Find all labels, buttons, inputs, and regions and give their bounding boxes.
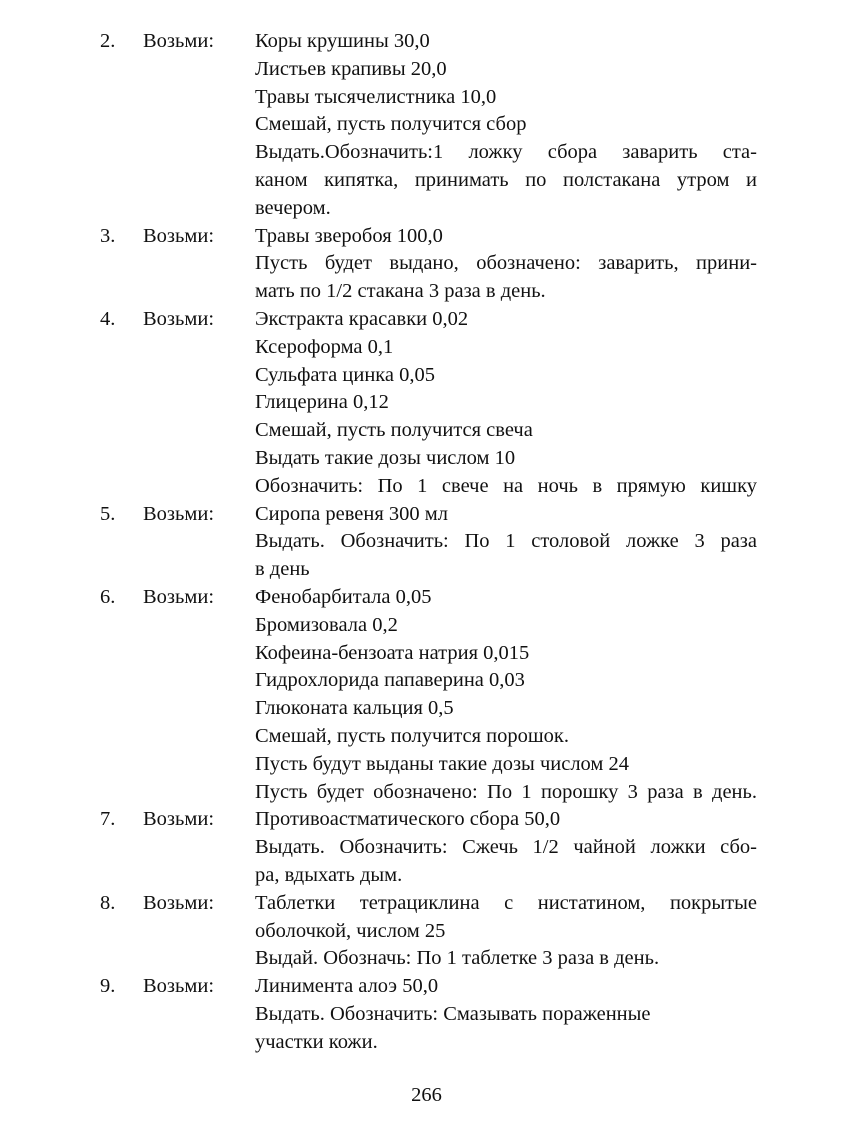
entry-text: в день bbox=[255, 558, 310, 581]
entry-keyword: Возьми: bbox=[143, 808, 215, 831]
prescription-line bbox=[0, 695, 853, 723]
prescription-line bbox=[0, 223, 853, 251]
entry-text: ра, вдыхать дым. bbox=[255, 863, 403, 886]
prescription-line bbox=[0, 723, 853, 751]
entry-text: Линимента алоэ 50,0 bbox=[255, 975, 439, 998]
entry-text: Пусть будет обозначено: По 1 порошку 3 раза в день. bbox=[255, 780, 757, 803]
entry-text: Глицерина 0,12 bbox=[255, 391, 389, 414]
entry-text: Таблетки тетрациклина с нистатином, покрытые bbox=[255, 891, 757, 914]
entry-keyword: Возьми: bbox=[143, 224, 215, 247]
entry-number: 9. bbox=[100, 975, 116, 998]
prescription-line bbox=[0, 195, 853, 223]
entry-text: Смешай, пусть получится свеча bbox=[255, 419, 533, 442]
prescription-line bbox=[0, 28, 853, 56]
entry-text: Сульфата цинка 0,05 bbox=[255, 363, 436, 386]
prescription-entry bbox=[0, 973, 853, 1056]
prescription-entry bbox=[0, 306, 853, 501]
entry-text: Кофеина-бензоата натрия 0,015 bbox=[255, 641, 530, 664]
prescription-line bbox=[0, 556, 853, 584]
entry-text: участки кожи. bbox=[255, 1030, 378, 1053]
prescription-line bbox=[0, 612, 853, 640]
entry-number: 4. bbox=[100, 307, 116, 330]
prescription-entry bbox=[0, 223, 853, 306]
entry-text: Сиропа ревеня 300 мл bbox=[255, 502, 448, 525]
prescription-line bbox=[0, 1001, 853, 1029]
prescription-line bbox=[0, 890, 853, 918]
entry-number: 6. bbox=[100, 585, 116, 608]
entry-text: Травы тысячелистника 10,0 bbox=[255, 85, 497, 108]
entry-keyword: Возьми: bbox=[143, 975, 215, 998]
prescription-entry bbox=[0, 501, 853, 584]
entry-text: каном кипятка, принимать по полстакана утром и bbox=[255, 168, 757, 191]
entry-keyword: Возьми: bbox=[143, 891, 215, 914]
prescription-line bbox=[0, 751, 853, 779]
prescription-line bbox=[0, 56, 853, 84]
entry-text: Противоастматического сбора 50,0 bbox=[255, 808, 561, 831]
prescription-line bbox=[0, 445, 853, 473]
entry-text: Выдать. Обозначить: По 1 столовой ложке 3 раза bbox=[255, 530, 757, 553]
entry-number: 5. bbox=[100, 502, 116, 525]
page-number: 266 bbox=[411, 1084, 442, 1106]
prescription-line bbox=[0, 973, 853, 1001]
prescription-line bbox=[0, 1029, 853, 1057]
prescription-line bbox=[0, 278, 853, 306]
prescription-line bbox=[0, 389, 853, 417]
prescription-entry bbox=[0, 806, 853, 889]
entry-keyword: Возьми: bbox=[143, 585, 215, 608]
entry-text: Пусть будет выдано, обозначено: заварить, прини- bbox=[255, 252, 757, 275]
entry-text: Фенобарбитала 0,05 bbox=[255, 585, 432, 608]
prescription-line bbox=[0, 167, 853, 195]
entry-text: Травы зверобоя 100,0 bbox=[255, 224, 443, 247]
prescription-line bbox=[0, 834, 853, 862]
entry-text: Коры крушины 30,0 bbox=[255, 30, 430, 52]
entry-text: мать по 1/2 стакана 3 раза в день. bbox=[255, 280, 546, 303]
prescription-line bbox=[0, 945, 853, 973]
entry-text: Пусть будут выданы такие дозы числом 24 bbox=[255, 752, 630, 775]
entry-number: 7. bbox=[100, 808, 116, 831]
entry-text: оболочкой, числом 25 bbox=[255, 919, 446, 942]
prescription-line bbox=[0, 528, 853, 556]
prescription-line bbox=[0, 501, 853, 529]
entry-text: Выдать.Обозначить:1 ложку сбора заварить ста- bbox=[255, 141, 757, 164]
prescription-line bbox=[0, 918, 853, 946]
prescription-entry bbox=[0, 28, 853, 223]
entry-number: 3. bbox=[100, 224, 116, 247]
prescription-line bbox=[0, 111, 853, 139]
prescription-entry bbox=[0, 584, 853, 806]
entry-keyword: Возьми: bbox=[143, 307, 215, 330]
entry-text: Выдать такие дозы числом 10 bbox=[255, 446, 516, 469]
entry-text: Гидрохлорида папаверина 0,03 bbox=[255, 669, 525, 692]
prescription-line bbox=[0, 862, 853, 890]
prescription-line bbox=[0, 667, 853, 695]
entry-text: Глюконата кальция 0,5 bbox=[255, 697, 454, 720]
prescription-line bbox=[0, 806, 853, 834]
prescription-line bbox=[0, 640, 853, 668]
prescription-list bbox=[0, 28, 853, 1056]
entry-keyword: Возьми: bbox=[143, 30, 215, 52]
entry-text: Бромизовала 0,2 bbox=[255, 613, 398, 636]
prescription-line bbox=[0, 584, 853, 612]
entry-text: Ксероформа 0,1 bbox=[255, 335, 394, 358]
entry-text: Выдай. Обозначь: По 1 таблетке 3 раза в день. bbox=[255, 947, 660, 970]
entry-keyword: Возьми: bbox=[143, 502, 215, 525]
entry-text: Выдать. Обозначить: Смазывать пораженные bbox=[255, 1002, 651, 1025]
prescription-line bbox=[0, 84, 853, 112]
entry-text: Смешай, пусть получится сбор bbox=[255, 113, 527, 136]
prescription-line bbox=[0, 334, 853, 362]
prescription-entry bbox=[0, 890, 853, 973]
prescription-line bbox=[0, 779, 853, 807]
entry-text: Выдать. Обозначить: Сжечь 1/2 чайной ложки сбо- bbox=[255, 836, 757, 859]
entry-text: Обозначить: По 1 свече на ночь в прямую кишку bbox=[255, 474, 757, 497]
prescription-line bbox=[0, 473, 853, 501]
entry-text: Листьев крапивы 20,0 bbox=[255, 57, 447, 80]
prescription-line bbox=[0, 139, 853, 167]
entry-number: 8. bbox=[100, 891, 116, 914]
entry-text: вечером. bbox=[255, 196, 331, 219]
entry-text: Смешай, пусть получится порошок. bbox=[255, 724, 570, 747]
prescription-line bbox=[0, 250, 853, 278]
entry-number: 2. bbox=[100, 30, 116, 52]
prescription-line bbox=[0, 417, 853, 445]
entry-text: Экстракта красавки 0,02 bbox=[255, 307, 469, 330]
prescription-line bbox=[0, 362, 853, 390]
prescription-line bbox=[0, 306, 853, 334]
